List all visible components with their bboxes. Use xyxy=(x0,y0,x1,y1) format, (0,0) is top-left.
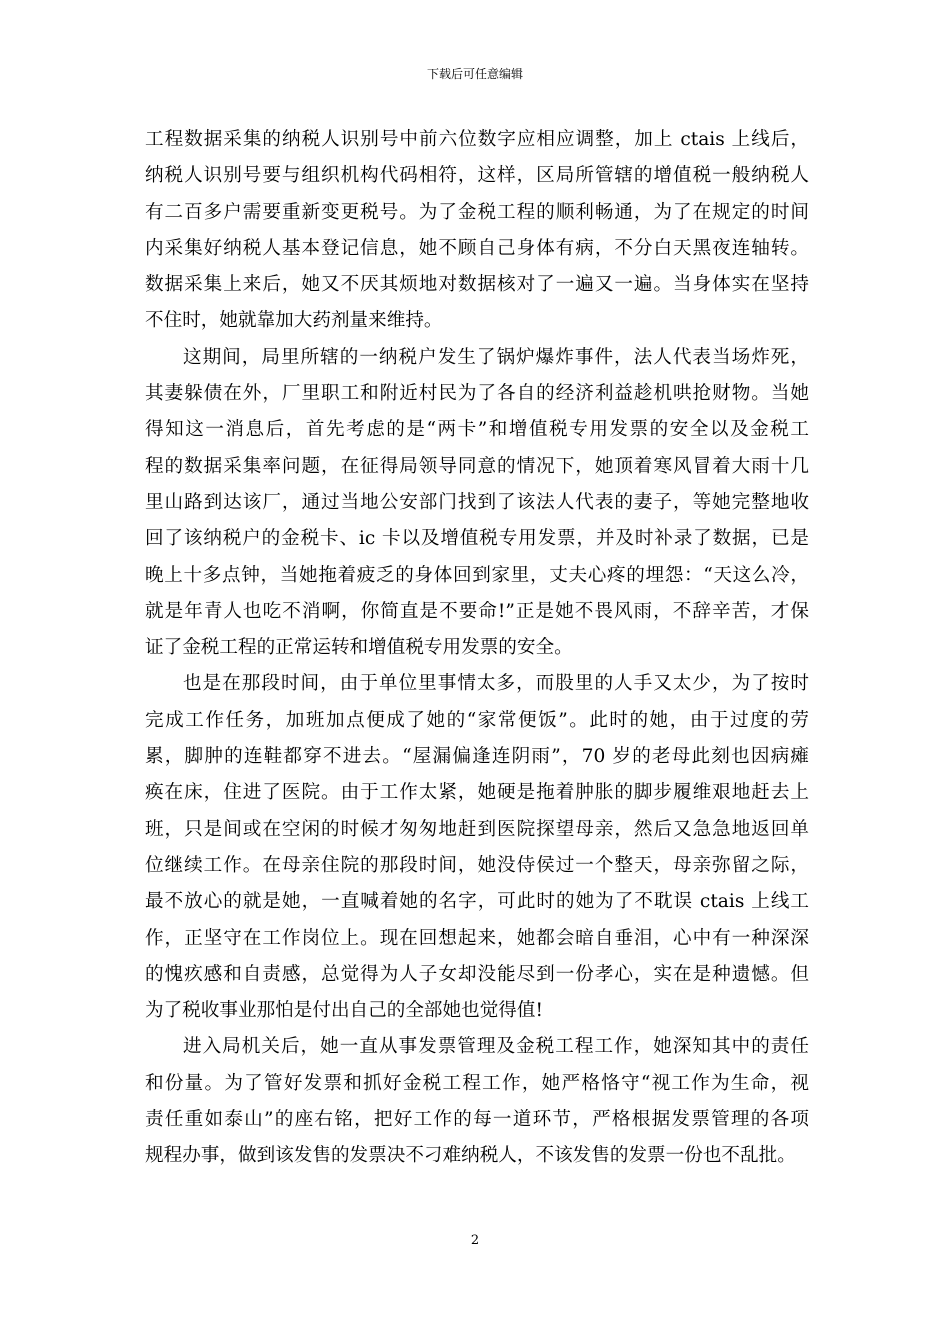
text-line: 这期间，局里所辖的一纳税户发生了锅炉爆炸事件，法人代表当场炸死， xyxy=(183,346,809,368)
text-line: 作，正坚守在工作岗位上。现在回想起来，她都会暗自垂泪，心中有一种深深 xyxy=(145,927,809,949)
text-line: 痪在床，住进了医院。由于工作太紧，她硬是拖着肿胀的脚步履维艰地赶去上 xyxy=(145,782,809,804)
text-line: 进入局机关后，她一直从事发票管理及金税工程工作，她深知其中的责任 xyxy=(183,1036,809,1058)
text-line: 内采集好纳税人基本登记信息，她不顾自己身体有病，不分白天黑夜连轴转。 xyxy=(145,237,809,259)
text-line: 位继续工作。在母亲住院的那段时间，她没侍侯过一个整天，母亲弥留之际， xyxy=(145,854,809,876)
paragraph xyxy=(145,1029,809,1174)
text-line: 就是年青人也吃不消啊，你简直是不要命!”正是她不畏风雨，不辞辛苦，才保 xyxy=(145,600,809,622)
text-line: 纳税人识别号要与组织机构代码相符，这样，区局所管辖的增值税一般纳税人 xyxy=(145,165,809,187)
document-body xyxy=(145,122,809,1175)
text-line: 责任重如泰山”的座右铭，把好工作的每一道环节，严格根据发票管理的各项 xyxy=(145,1109,809,1131)
text-line: 工程数据采集的纳税人识别号中前六位数字应相应调整，加上 ctais 上线后， xyxy=(145,129,809,150)
text-line: 也是在那段时间，由于单位里事情太多，而股里的人手又太少，为了按时 xyxy=(183,673,809,695)
text-line: 程的数据采集率问题，在征得局领导同意的情况下，她顶着寒风冒着大雨十几 xyxy=(145,455,809,477)
text-line: 和份量。为了管好发票和抓好金税工程工作，她严格恪守“视工作为生命，视 xyxy=(145,1072,809,1094)
page-number: 2 xyxy=(470,1233,480,1248)
text-line: 最不放心的就是她，一直喊着她的名字，可此时的她为了不耽误 ctais 上线工 xyxy=(145,891,809,913)
text-line: 为了税收事业那怕是付出自己的全部她也觉得值! xyxy=(145,1000,543,1022)
text-line: 证了金税工程的正常运转和增值税专用发票的安全。 xyxy=(145,637,573,659)
page-header: 下载后可任意编辑 xyxy=(426,67,523,81)
text-line: 的愧疚感和自责感，总觉得为人子女却没能尽到一份孝心，实在是种遗憾。但 xyxy=(145,963,809,985)
text-line: 不住时，她就靠加大药剂量来维持。 xyxy=(145,310,443,332)
text-line: 有二百多户需要重新变更税号。为了金税工程的顺利畅通，为了在规定的时间 xyxy=(145,201,809,223)
paragraph xyxy=(145,122,809,340)
text-line: 里山路到达该厂，通过当地公安部门找到了该法人代表的妻子，等她完整地收 xyxy=(145,491,809,513)
text-line: 规程办事，做到该发售的发票决不刁难纳税人，不该发售的发票一份也不乱批。 xyxy=(145,1145,796,1167)
text-line: 得知这一消息后，首先考虑的是“两卡”和增值税专用发票的安全以及金税工 xyxy=(145,419,809,441)
text-line: 累，脚肿的连鞋都穿不进去。“屋漏偏逢连阴雨”，70 岁的老母此刻也因病瘫 xyxy=(145,746,809,768)
text-line: 晚上十多点钟，当她拖着疲乏的身体回到家里，丈夫心疼的埋怨：“天这么冷， xyxy=(145,564,809,586)
text-line: 完成工作任务，加班加点便成了她的“家常便饭”。此时的她，由于过度的劳 xyxy=(145,709,809,731)
text-line: 回了该纳税户的金税卡、ic 卡以及增值税专用发票，并及时补录了数据，已是 xyxy=(145,528,809,550)
paragraph xyxy=(145,340,809,667)
paragraph xyxy=(145,666,809,1029)
text-line: 班，只是间或在空闲的时候才匆匆地赶到医院探望母亲，然后又急急地返回单 xyxy=(145,818,809,840)
text-line: 数据采集上来后，她又不厌其烦地对数据核对了一遍又一遍。当身体实在坚持 xyxy=(145,274,809,296)
text-line: 其妻躲债在外，厂里职工和附近村民为了各自的经济利益趁机哄抢财物。当她 xyxy=(145,383,809,405)
